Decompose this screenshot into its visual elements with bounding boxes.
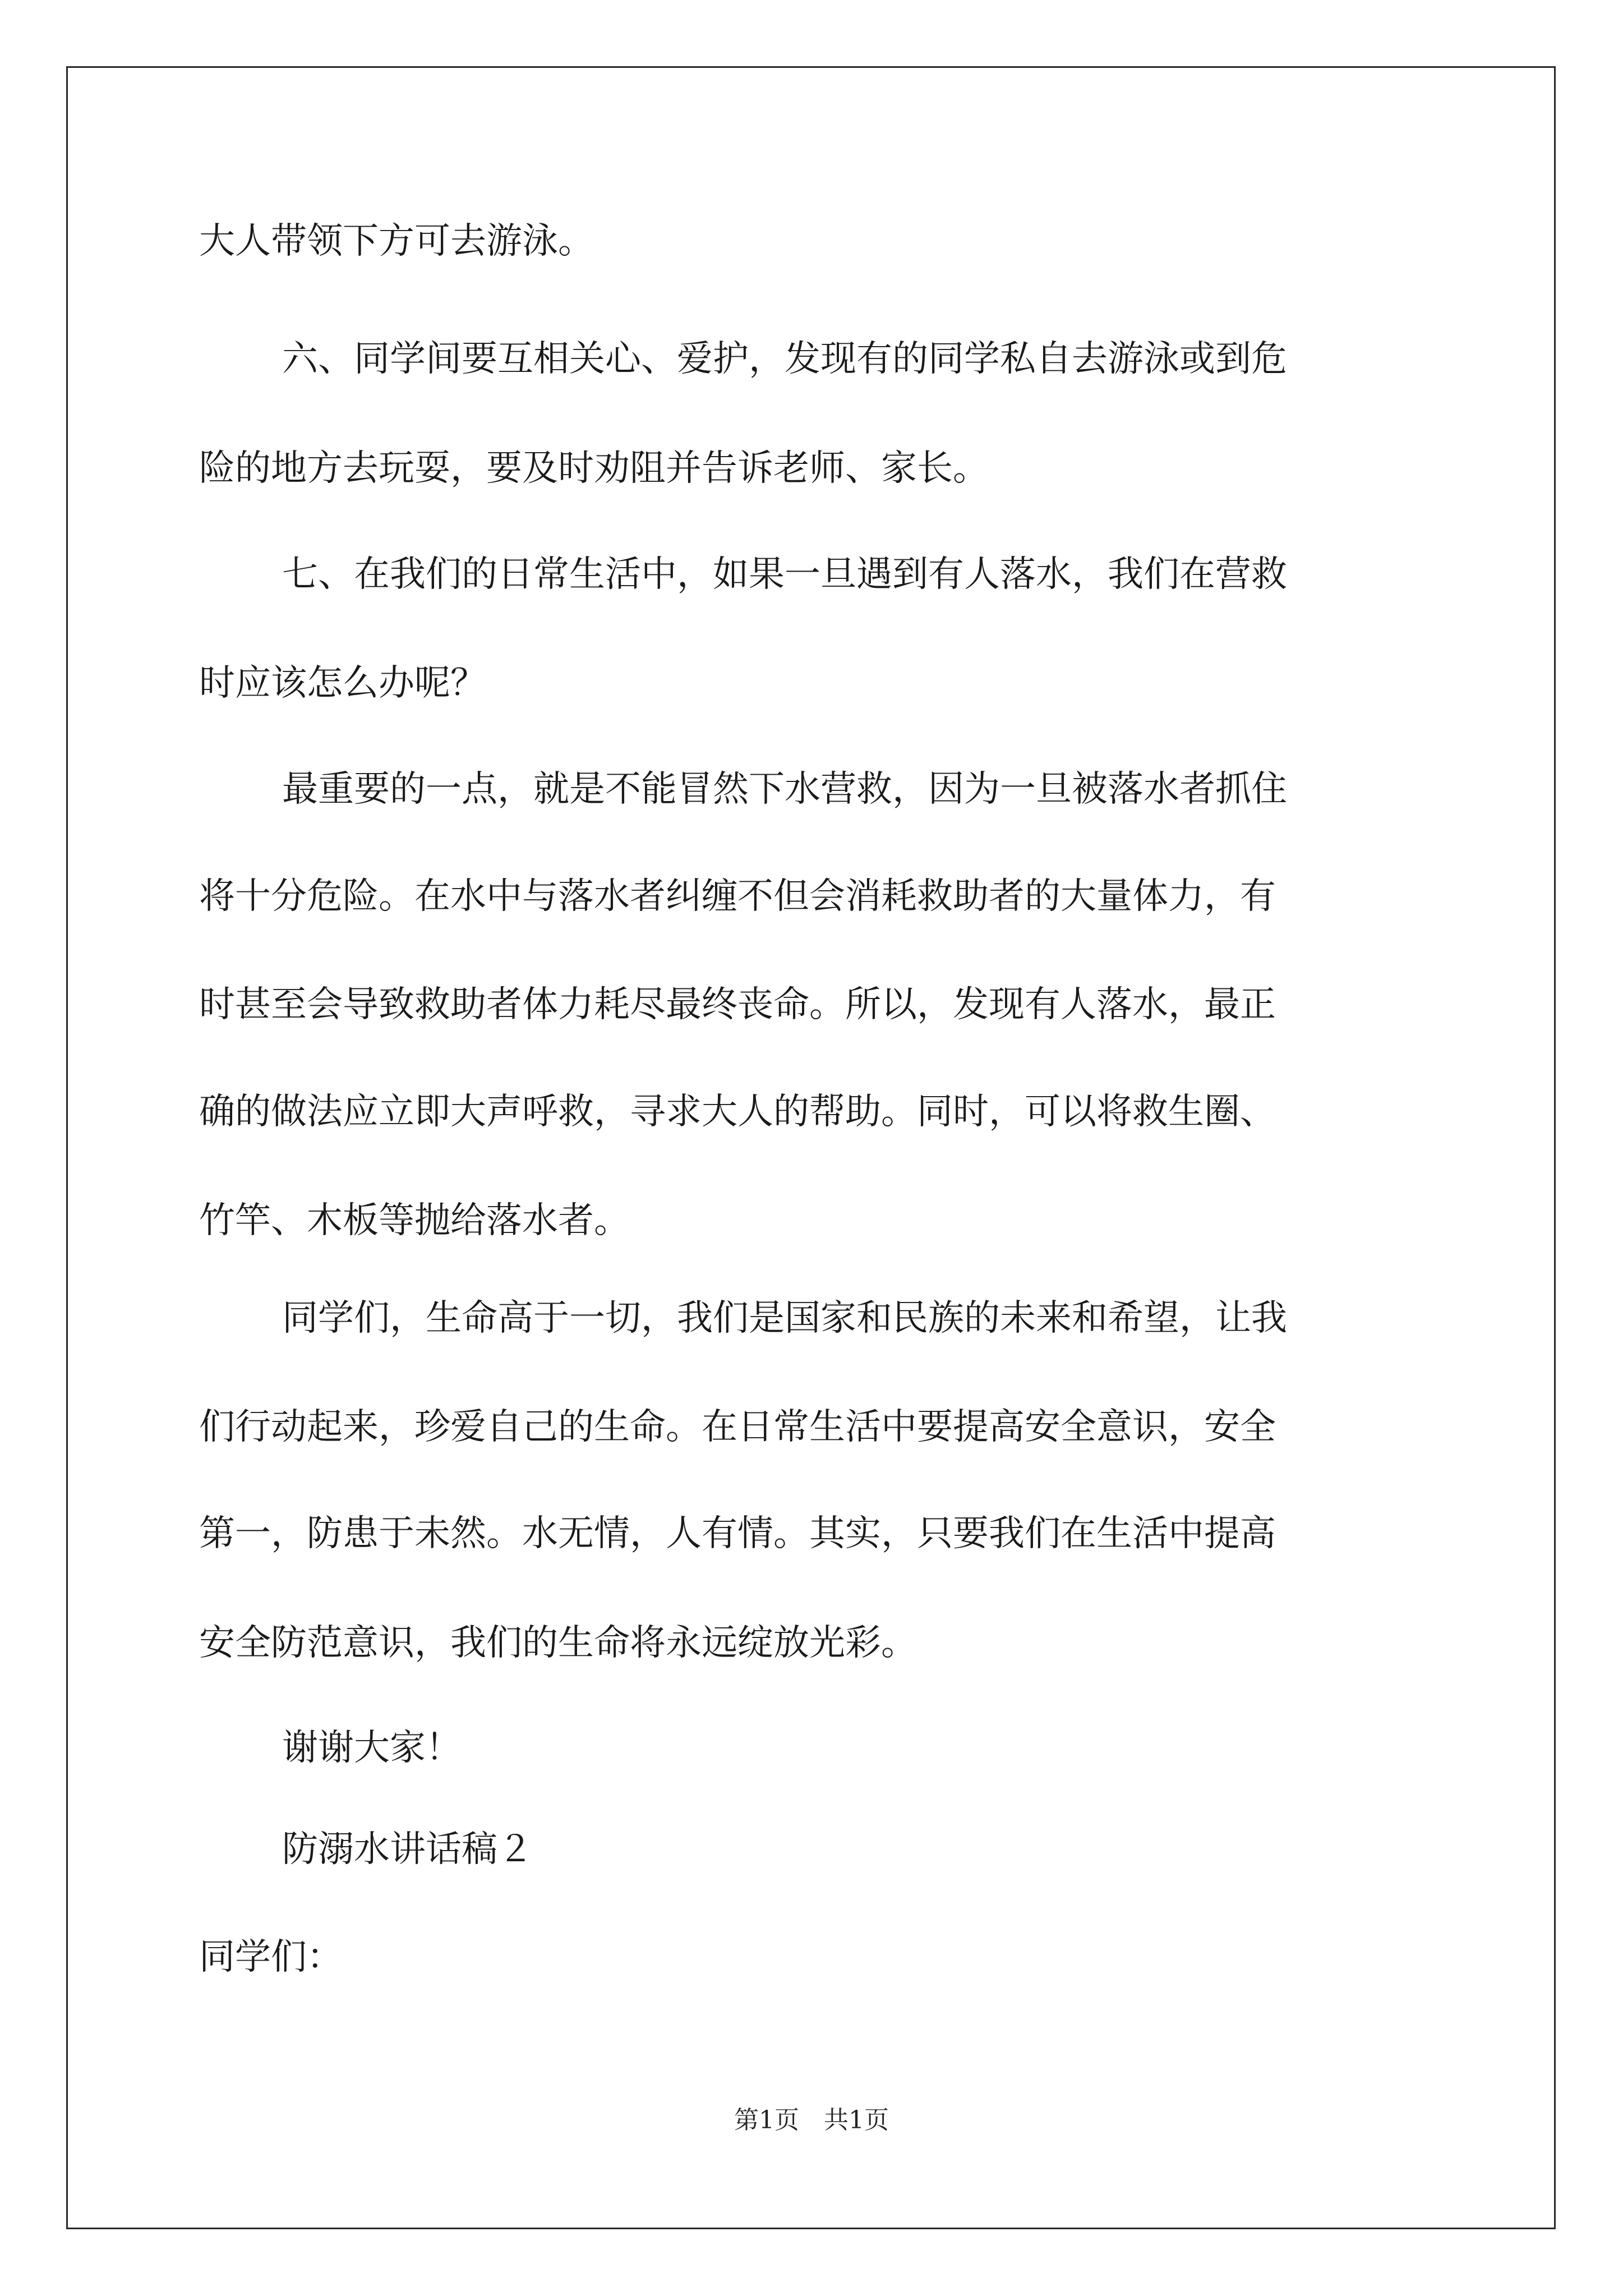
text-line: 安全防范意识，我们的生命将永远绽放光彩。 [199,1622,917,1664]
text-line: 防溺水讲话稿２ [282,1829,533,1870]
text-line: 大人带领下方可去游泳。 [199,220,594,262]
text-line: 们行动起来，珍爱自己的生命。在日常生活中要提高安全意识，安全 [199,1406,1276,1448]
text-line: 竹竿、木板等抛给落水者。 [199,1200,630,1241]
text-line: 将十分危险。在水中与落水者纠缠不但会消耗救助者的大量体力，有 [199,876,1276,917]
text-line: 时应该怎么办呢？ [199,662,486,704]
text-line: 同学们： [199,1936,343,1978]
text-line: 谢谢大家！ [282,1727,462,1769]
text-line: 确的做法应立即大声呼救，寻求大人的帮助。同时，可以将救生圈、 [199,1091,1276,1133]
text-line: 时甚至会导致救助者体力耗尽最终丧命。所以，发现有人落水，最正 [199,984,1276,1025]
page-border [66,66,1556,2229]
text-line: 七、在我们的日常生活中，如果一旦遇到有人落水，我们在营救 [282,554,1287,595]
text-line: 第一，防患于未然。水无情，人有情。其实，只要我们在生活中提高 [199,1513,1276,1554]
text-line: 最重要的一点，就是不能冒然下水营救，因为一旦被落水者抓住 [282,769,1287,810]
page-footer: 第1页 共1页 [734,2106,889,2134]
text-line: 六、同学间要互相关心、爱护，发现有的同学私自去游泳或到危 [282,338,1287,380]
text-line: 险的地方去玩耍，要及时劝阻并告诉老师、家长。 [199,448,989,489]
text-line: 同学们，生命高于一切，我们是国家和民族的未来和希望，让我 [282,1297,1287,1339]
